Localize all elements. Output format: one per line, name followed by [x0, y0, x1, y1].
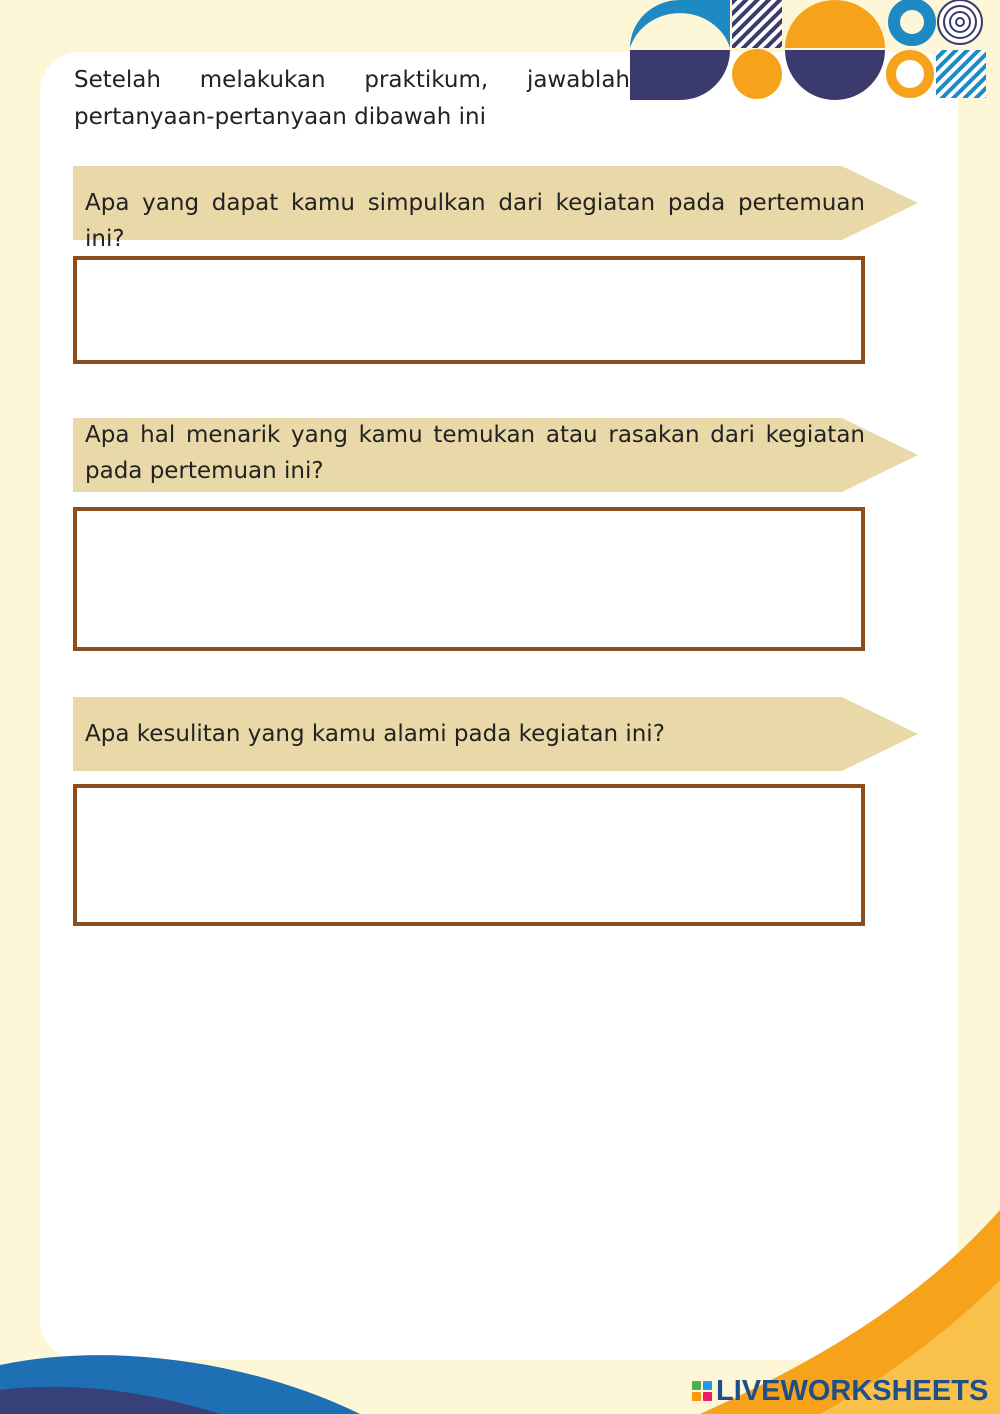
deco-blue-striped-square	[936, 50, 986, 98]
deco-orange-half	[785, 0, 885, 48]
instructions-text: Setelah melakukan praktikum, jawablah pertanyaan-pertanyaan dibawah ini	[74, 67, 630, 130]
liveworksheets-logo	[692, 1374, 988, 1408]
question-text-2: Apa hal menarik yang kamu temukan atau rasakan dari kegiatan pada pertemuan ini?	[85, 422, 865, 484]
deco-navy-half	[785, 50, 885, 100]
answer-box-2[interactable]	[73, 507, 865, 651]
deco-orange-ring	[891, 55, 929, 93]
deco-concentric-circles	[938, 0, 982, 44]
liveworksheets-logo-icon	[692, 1381, 712, 1401]
answer-box-1[interactable]	[73, 256, 865, 364]
question-text-3: Apa kesulitan yang kamu alami pada kegiatan ini?	[85, 721, 665, 747]
geometric-decoration	[630, 0, 1000, 100]
deco-navy-shape	[630, 50, 730, 100]
liveworksheets-logo-text: LIVEWORKSHEETS	[716, 1374, 989, 1407]
deco-blue-half-circle	[630, 0, 730, 48]
deco-striped-square	[732, 0, 782, 48]
answer-box-3[interactable]	[73, 784, 865, 926]
deco-blue-ring	[894, 4, 930, 40]
question-text-1: Apa yang dapat kamu simpulkan dari kegiatan pada pertemuan ini?	[85, 190, 865, 252]
deco-orange-circle	[732, 49, 782, 99]
